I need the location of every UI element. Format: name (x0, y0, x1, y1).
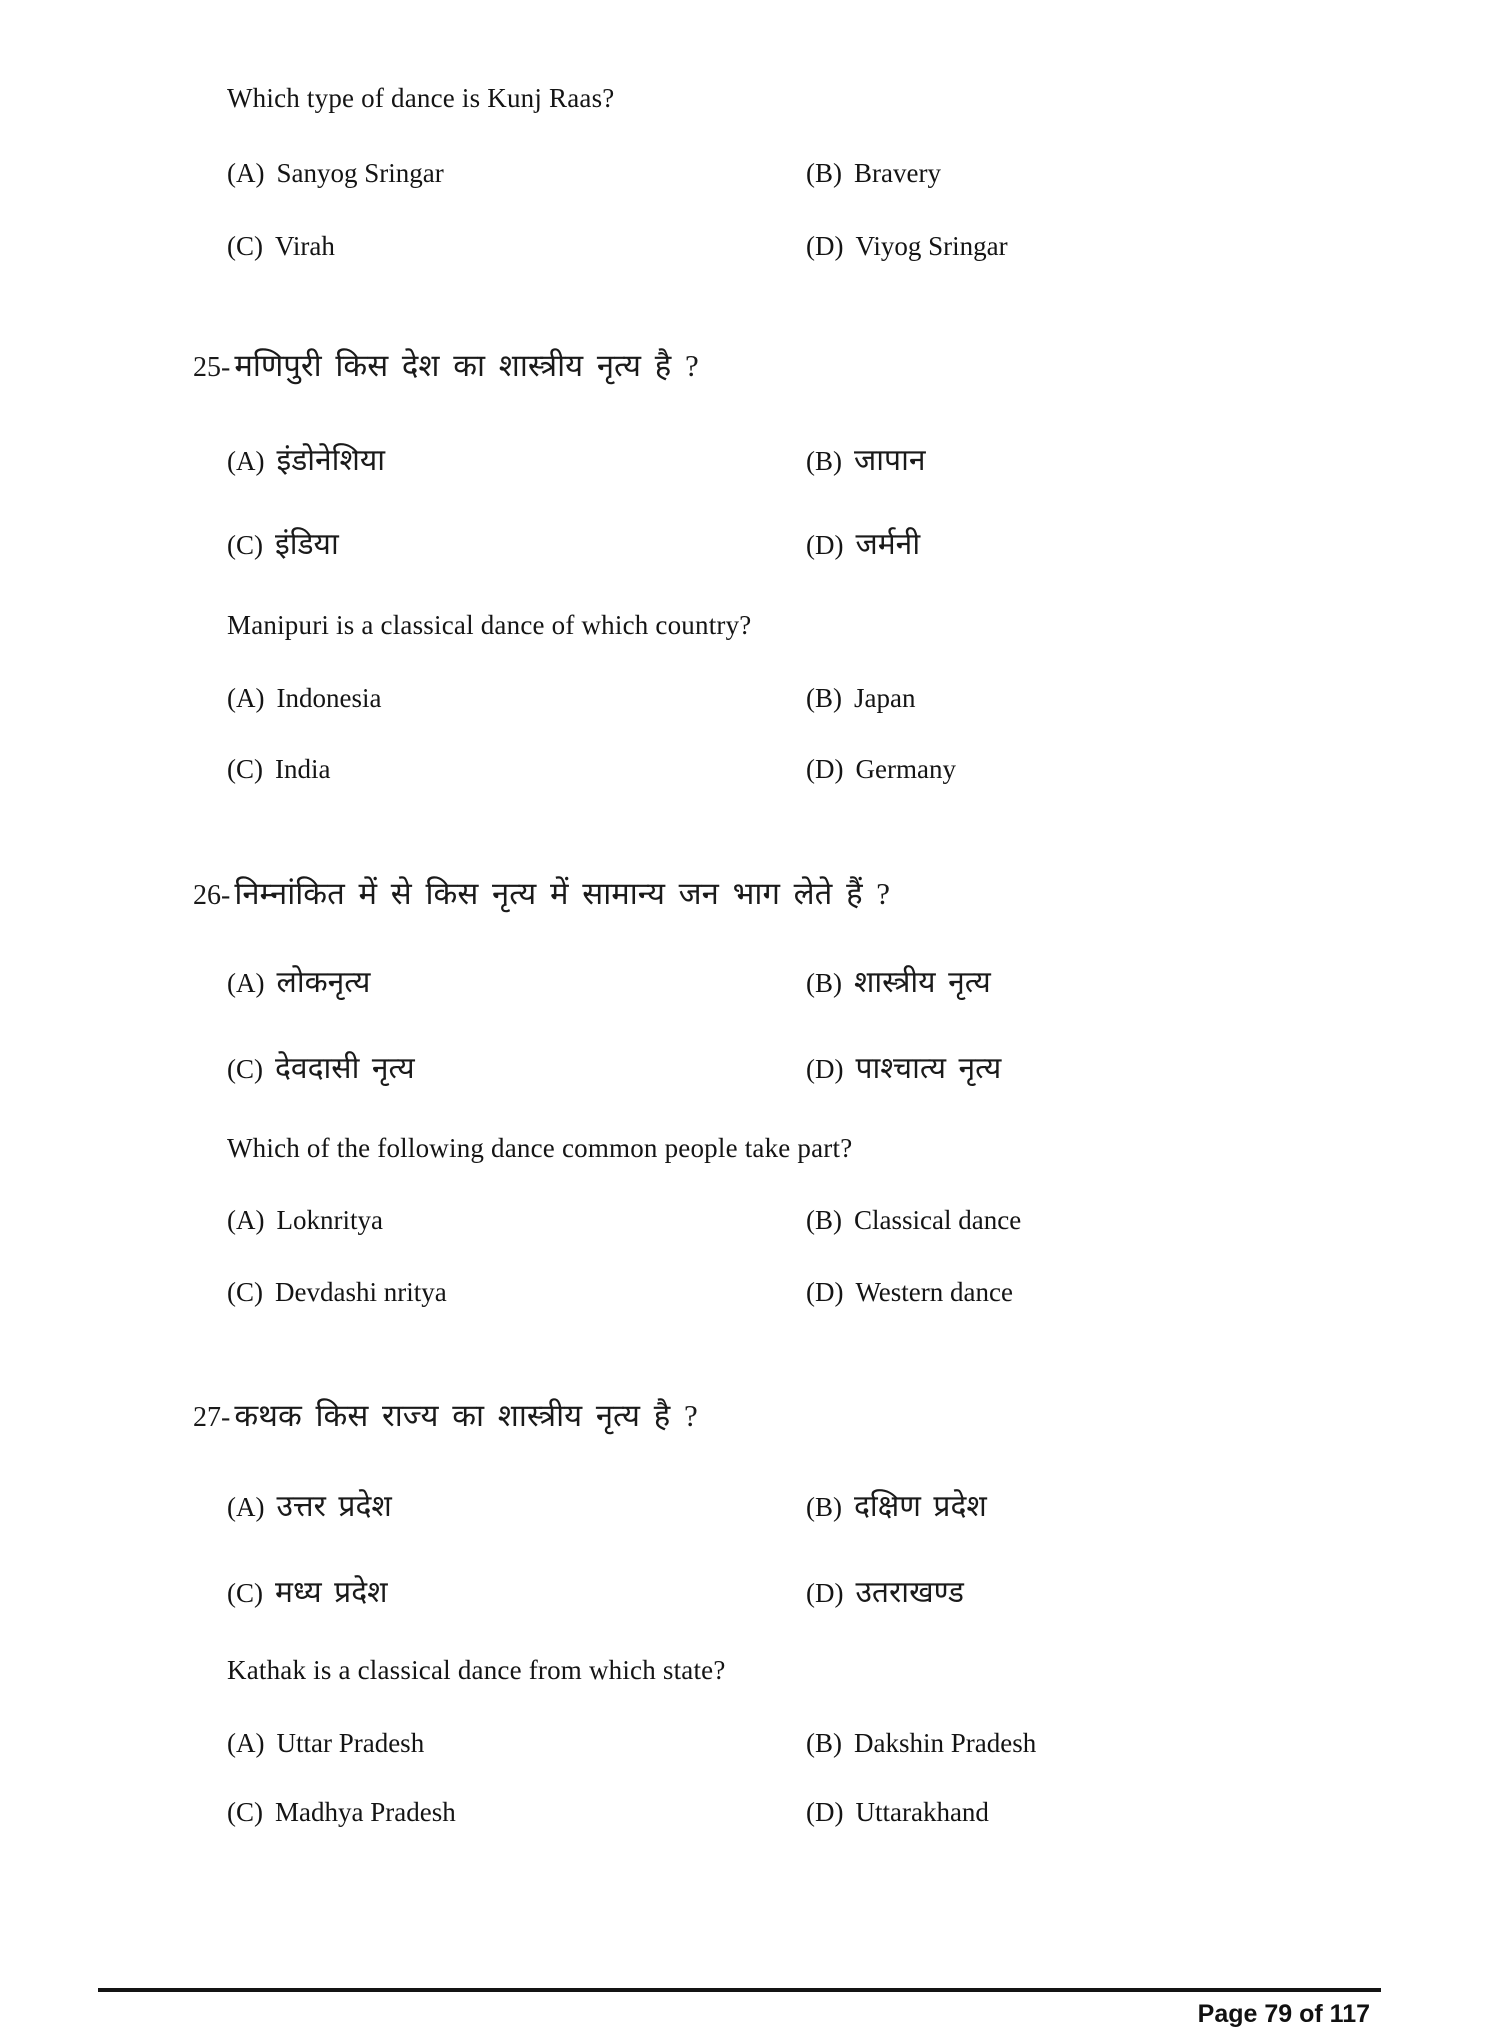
option-label: पाश्चात्य नृत्य (855, 1052, 1002, 1085)
option-c (227, 1797, 456, 1828)
option-b (806, 158, 941, 189)
option-b (806, 438, 926, 479)
option-key: (C) (227, 1277, 263, 1307)
option-d (806, 1570, 964, 1611)
footer-divider (98, 1988, 1381, 1992)
option-c (227, 754, 330, 785)
option-label: Germany (855, 754, 956, 784)
option-a (227, 1205, 383, 1236)
question-text-en: Kathak is a classical dance from which state? (227, 1655, 726, 1685)
question-text-en: Manipuri is a classical dance of which country? (227, 610, 752, 640)
option-key: (C) (227, 1054, 263, 1084)
option-label: शास्त्रीय नृत्य (854, 966, 991, 999)
question-number: 25- (193, 352, 231, 383)
option-key: (D) (806, 1797, 844, 1827)
option-label: Devdashi nritya (275, 1277, 447, 1307)
option-key: (A) (227, 968, 265, 998)
option-key: (D) (806, 1277, 844, 1307)
option-key: (B) (806, 1205, 842, 1235)
option-label: India (275, 754, 331, 784)
option-label: Madhya Pradesh (275, 1797, 456, 1827)
option-key: (B) (806, 158, 842, 188)
option-key: (A) (227, 1492, 265, 1522)
option-key: (B) (806, 1728, 842, 1758)
option-b (806, 1728, 1036, 1759)
page-number: Page 79 of 117 (1197, 2000, 1370, 2028)
option-key: (D) (806, 530, 844, 560)
option-label: Sanyog Sringar (276, 158, 444, 188)
option-key: (A) (227, 1728, 265, 1758)
question-number: 26- (193, 880, 231, 911)
option-label: जापान (854, 444, 926, 477)
option-label: Classical dance (854, 1205, 1022, 1235)
option-label: उत्तर प्रदेश (276, 1490, 392, 1523)
option-label: Western dance (855, 1277, 1013, 1307)
option-key: (D) (806, 1578, 844, 1608)
option-key: (C) (227, 231, 263, 261)
option-key: (C) (227, 530, 263, 560)
option-label: उतराखण्ड (855, 1576, 964, 1609)
option-label: Bravery (854, 158, 941, 188)
option-key: (D) (806, 754, 844, 784)
option-label: Uttar Pradesh (276, 1728, 425, 1758)
option-a (227, 1484, 392, 1525)
option-b (806, 683, 915, 714)
question-hindi: मणिपुरी किस देश का शास्त्रीय नृत्य है ? (234, 348, 699, 383)
option-d (806, 1046, 1001, 1087)
option-d (806, 231, 1008, 262)
option-c (227, 1046, 415, 1087)
question-hindi: कथक किस राज्य का शास्त्रीय नृत्य है ? (234, 1398, 698, 1433)
option-label: Dakshin Pradesh (854, 1728, 1037, 1758)
option-key: (B) (806, 446, 842, 476)
option-a (227, 683, 381, 714)
option-d (806, 522, 920, 563)
question-hindi: निम्नांकित में से किस नृत्य में सामान्य जन भाग लेते हैं ? (234, 876, 891, 911)
option-key: (B) (806, 683, 842, 713)
option-key: (C) (227, 1797, 263, 1827)
option-label: इंडोनेशिया (276, 444, 386, 477)
option-d (806, 1797, 989, 1828)
option-a (227, 1728, 424, 1759)
question-text-hi (193, 344, 699, 386)
option-key: (A) (227, 683, 265, 713)
option-key: (A) (227, 1205, 265, 1235)
question-text-hi (193, 872, 890, 914)
option-label: Virah (275, 231, 335, 261)
option-key: (D) (806, 1054, 844, 1084)
option-c (227, 1570, 388, 1611)
option-a (227, 960, 370, 1001)
option-d (806, 1277, 1013, 1308)
option-label: देवदासी नृत्य (275, 1052, 415, 1085)
option-label: इंडिया (275, 528, 339, 561)
option-label: लोकनृत्य (276, 966, 371, 999)
option-label: मध्य प्रदेश (275, 1576, 388, 1609)
option-c (227, 1277, 447, 1308)
option-key: (B) (806, 968, 842, 998)
option-label: दक्षिण प्रदेश (854, 1490, 987, 1523)
option-b (806, 1205, 1021, 1236)
option-b (806, 1484, 987, 1525)
option-a (227, 438, 385, 479)
option-a (227, 158, 444, 189)
option-key: (A) (227, 446, 265, 476)
option-c (227, 231, 335, 262)
option-label: Uttarakhand (855, 1797, 989, 1827)
question-number: 27- (193, 1402, 231, 1433)
option-d (806, 754, 956, 785)
option-key: (C) (227, 754, 263, 784)
option-key: (D) (806, 231, 844, 261)
option-label: Indonesia (276, 683, 382, 713)
option-label: Japan (854, 683, 916, 713)
option-label: जर्मनी (855, 528, 921, 561)
question-text-en: Which type of dance is Kunj Raas? (227, 83, 615, 113)
option-c (227, 522, 339, 563)
option-key: (B) (806, 1492, 842, 1522)
option-key: (C) (227, 1578, 263, 1608)
option-label: Viyog Sringar (855, 231, 1008, 261)
option-b (806, 960, 991, 1001)
question-text-hi (193, 1394, 698, 1436)
question-text-en: Which of the following dance common people take part? (227, 1133, 853, 1163)
option-key: (A) (227, 158, 265, 188)
option-label: Loknritya (276, 1205, 383, 1235)
